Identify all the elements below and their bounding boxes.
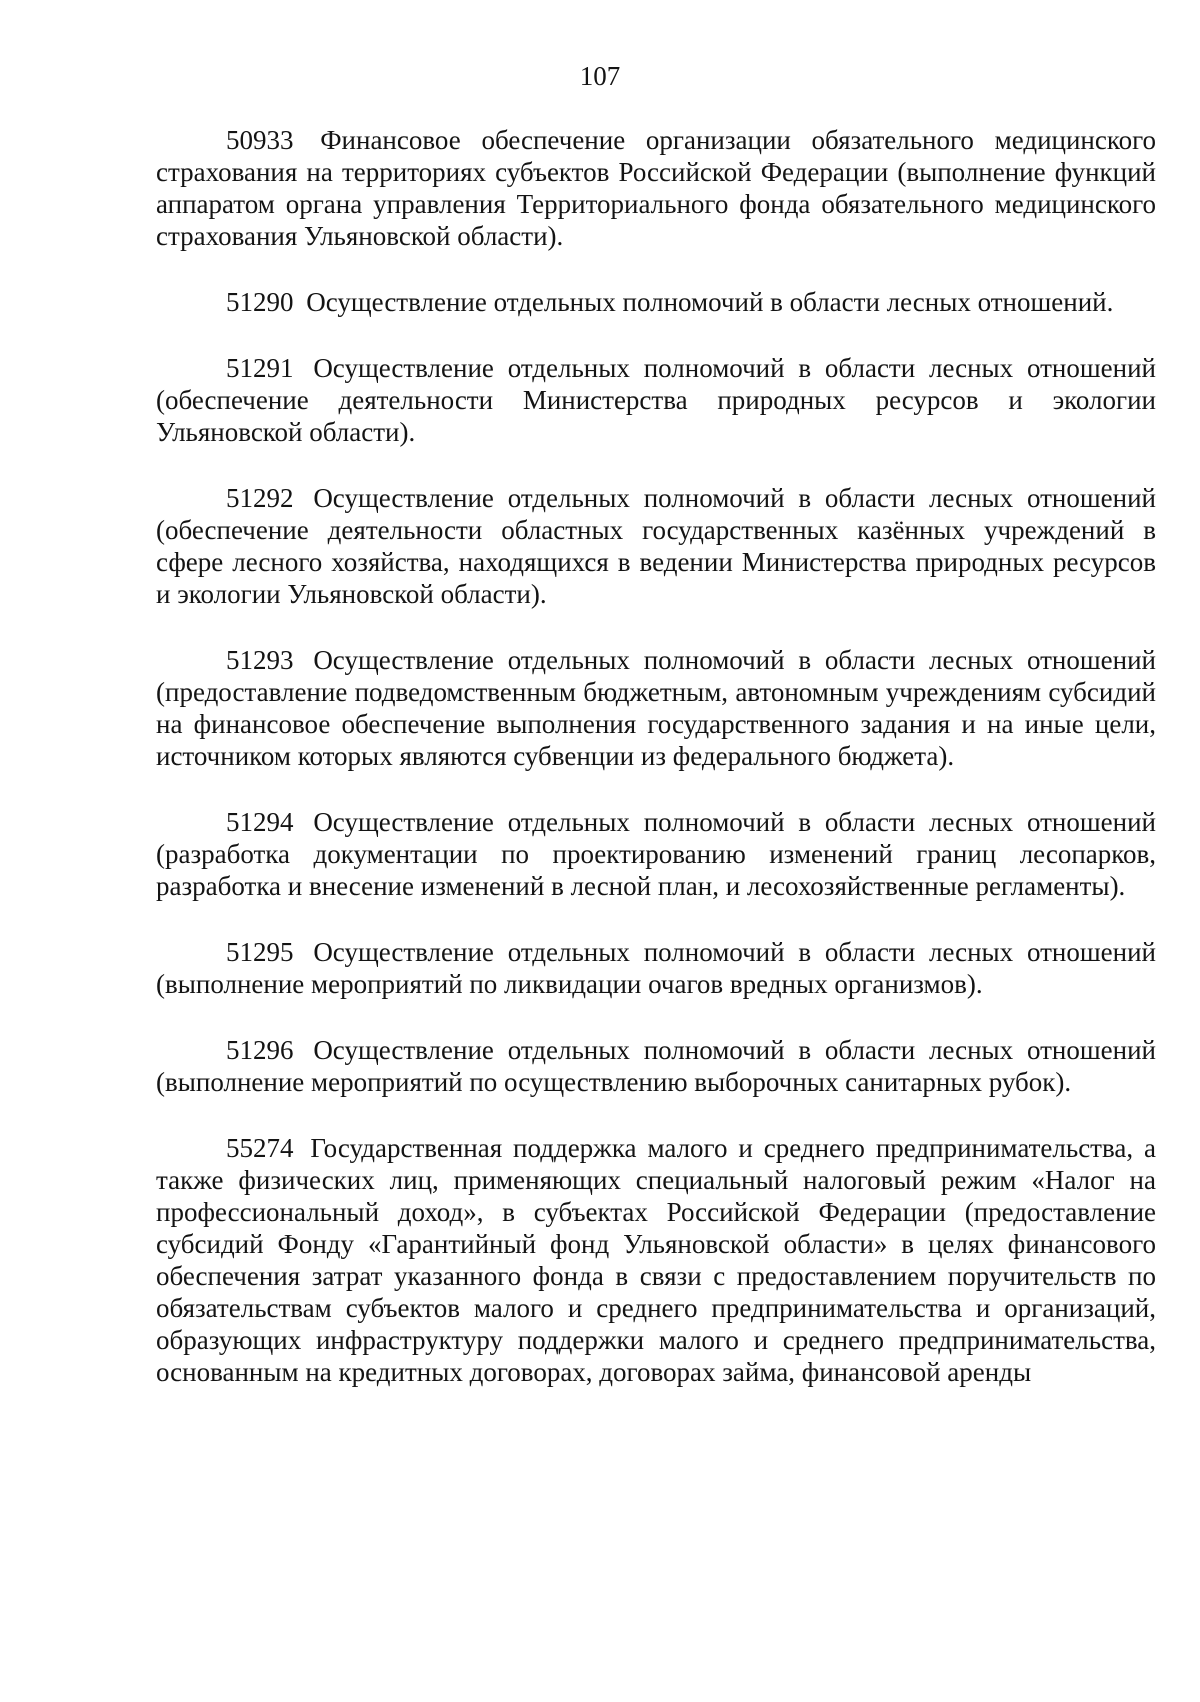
entry-text: Осуществление отдельных полномочий в области лесных отношений (разработка документации по проектированию изменений границ лесопарков, разработка и внесение изменений в лесной план, и лесохозяйственные регламенты). — [156, 807, 1156, 901]
budget-entry — [156, 352, 1156, 448]
entry-code: 51292 — [226, 483, 294, 513]
entry-text: Осуществление отдельных полномочий в области лесных отношений (обеспечение деятельности Министерства природных ресурсов и экологии Ульяновской области). — [156, 353, 1156, 447]
document-body — [156, 124, 1156, 1422]
budget-entry — [156, 806, 1156, 902]
entry-text: Осуществление отдельных полномочий в области лесных отношений. — [306, 287, 1114, 317]
budget-entry — [156, 1132, 1156, 1388]
entry-text: Финансовое обеспечение организации обязательного медицинского страхования на территориях субъектов Российской Федерации (выполнение функций аппаратом органа управления Территориального фонда обязательного медицинского страхования Ульяновской области). — [156, 125, 1156, 251]
entry-code: 51290 — [226, 287, 294, 317]
entry-code: 50933 — [226, 125, 294, 155]
entry-text: Государственная поддержка малого и среднего предпринимательства, а также физических лиц, применяющих специальный налоговый режим «Налог на профессиональный доход», в субъектах Российской Федерации (предоставление субсидий Фонду «Гарантийный фонд Ульяновской области» в целях финансового обеспечения затрат указанного фонда в связи с предоставлением поручительств по обязательствам субъектов малого и среднего предпринимательства и организаций, образующих инфраструктуру поддержки малого и среднего предпринимательства, основанным на кредитных договорах, договорах займа, финансовой аренды — [156, 1133, 1156, 1387]
budget-entry — [156, 936, 1156, 1000]
entry-code: 51293 — [226, 645, 294, 675]
entry-text: Осуществление отдельных полномочий в области лесных отношений (обеспечение деятельности областных государственных казённых учреждений в сфере лесного хозяйства, находящихся в ведении Министерства природных ресурсов и экологии Ульяновской области). — [156, 483, 1156, 609]
entry-code: 51294 — [226, 807, 294, 837]
entry-code: 51291 — [226, 353, 294, 383]
entry-code: 51295 — [226, 937, 294, 967]
budget-entry — [156, 482, 1156, 610]
entry-text: Осуществление отдельных полномочий в области лесных отношений (предоставление подведомственным бюджетным, автономным учреждениям субсидий на финансовое обеспечение выполнения государственного задания и на иные цели, источником которых являются субвенции из федерального бюджета). — [156, 645, 1156, 771]
budget-entry — [156, 124, 1156, 252]
page-number: 107 — [579, 61, 621, 91]
budget-entry — [156, 286, 1156, 318]
entry-code: 55274 — [226, 1133, 294, 1163]
entry-text: Осуществление отдельных полномочий в области лесных отношений (выполнение мероприятий по осуществлению выборочных санитарных рубок). — [156, 1035, 1156, 1097]
entry-text: Осуществление отдельных полномочий в области лесных отношений (выполнение мероприятий по ликвидации очагов вредных организмов). — [156, 937, 1156, 999]
entry-code: 51296 — [226, 1035, 294, 1065]
budget-entry — [156, 644, 1156, 772]
budget-entry — [156, 1034, 1156, 1098]
